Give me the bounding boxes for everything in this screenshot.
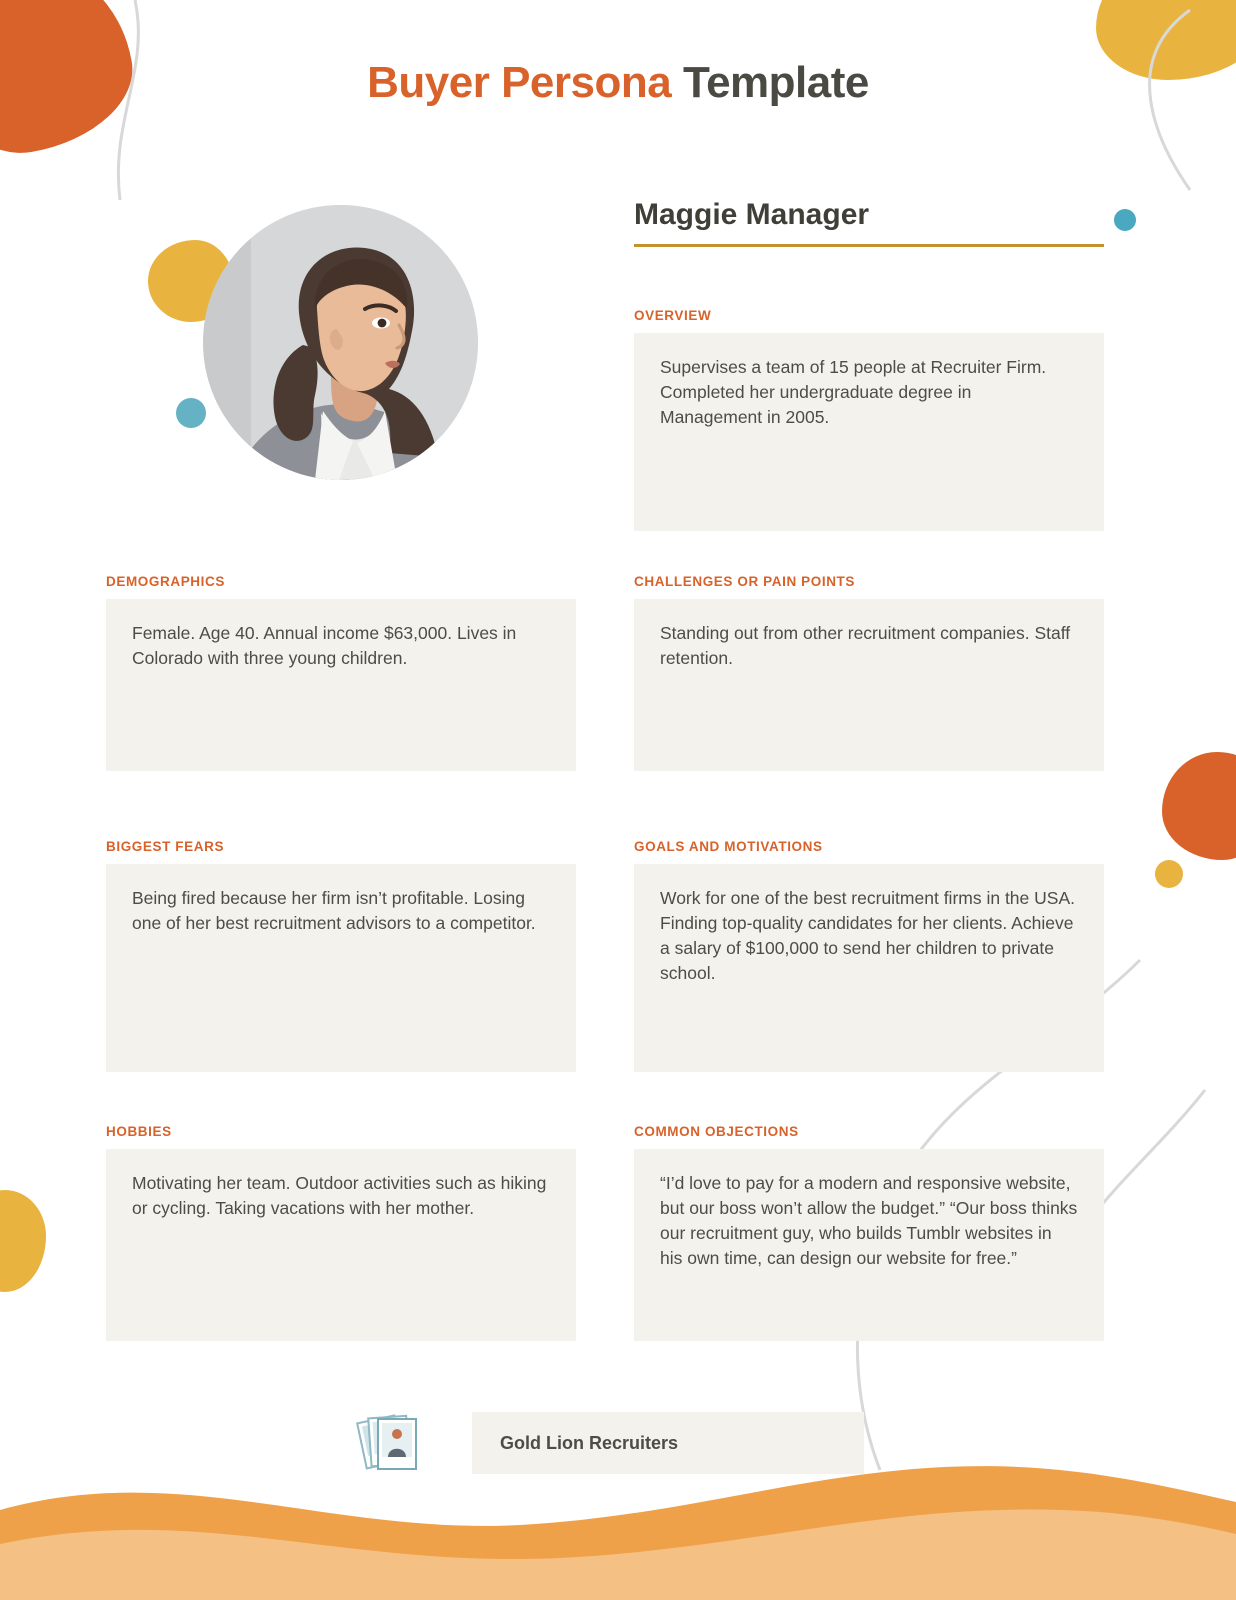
field-overview: [634, 308, 1104, 531]
field-demographics-label: DEMOGRAPHICS: [106, 574, 225, 589]
field-common-objections-text[interactable]: “I’d love to pay for a modern and responsive website, but our boss won’t allow the budget.” “Our boss thinks our recruitment guy, who builds Tumblr websites in his own time, can design our website for free.”: [634, 1149, 1104, 1341]
field-overview-label: OVERVIEW: [634, 308, 712, 323]
field-hobbies-text[interactable]: Motivating her team. Outdoor activities such as hiking or cycling. Taking vacations with her mother.: [106, 1149, 576, 1341]
field-hobbies: [106, 1124, 576, 1341]
avatar-portrait-illustration: [203, 205, 478, 480]
field-biggest-fears-text[interactable]: Being fired because her firm isn’t profitable. Losing one of her best recruitment advisors to a competitor.: [106, 864, 576, 1072]
page-title-part-one: Buyer Persona: [367, 58, 683, 107]
field-common-objections-label: COMMON OBJECTIONS: [634, 1124, 799, 1139]
field-biggest-fears: [106, 839, 576, 1072]
field-challenges-label: CHALLENGES OR PAIN POINTS: [634, 574, 856, 589]
field-challenges: [634, 574, 1104, 771]
field-biggest-fears-label: BIGGEST FEARS: [106, 839, 225, 854]
decorative-dot-teal-left: [176, 398, 206, 428]
field-goals-motivations: [634, 839, 1104, 1072]
field-challenges-text[interactable]: Standing out from other recruitment companies. Staff retention.: [634, 599, 1104, 771]
field-goals-motivations-label: GOALS AND MOTIVATIONS: [634, 839, 823, 854]
page-title-part-two: Template: [682, 58, 869, 107]
persona-avatar: [203, 205, 478, 480]
photo-stack-icon: [352, 1405, 428, 1481]
decorative-blob-yellow-bottom-left: [0, 1190, 46, 1292]
decorative-blob-orange-right: [1162, 752, 1236, 860]
page-title: [0, 58, 1236, 108]
field-overview-text[interactable]: Supervises a team of 15 people at Recruiter Firm. Completed her undergraduate degree in Management in 2005.: [634, 333, 1104, 531]
decorative-dot-yellow-right: [1155, 860, 1183, 888]
persona-name: Maggie Manager: [634, 198, 1104, 247]
field-common-objections: [634, 1124, 1104, 1341]
field-hobbies-label: HOBBIES: [106, 1124, 172, 1139]
field-demographics-text[interactable]: Female. Age 40. Annual income $63,000. Lives in Colorado with three young children.: [106, 599, 576, 771]
field-goals-motivations-text[interactable]: Work for one of the best recruitment firms in the USA. Finding top-quality candidates for her clients. Achieve a salary of $100,000 to send her children to private school.: [634, 864, 1104, 1072]
decorative-dot-teal-right: [1114, 209, 1136, 231]
footer-company-box[interactable]: [472, 1412, 864, 1474]
footer-company-name: Gold Lion Recruiters: [500, 1432, 679, 1453]
field-demographics: [106, 574, 576, 771]
